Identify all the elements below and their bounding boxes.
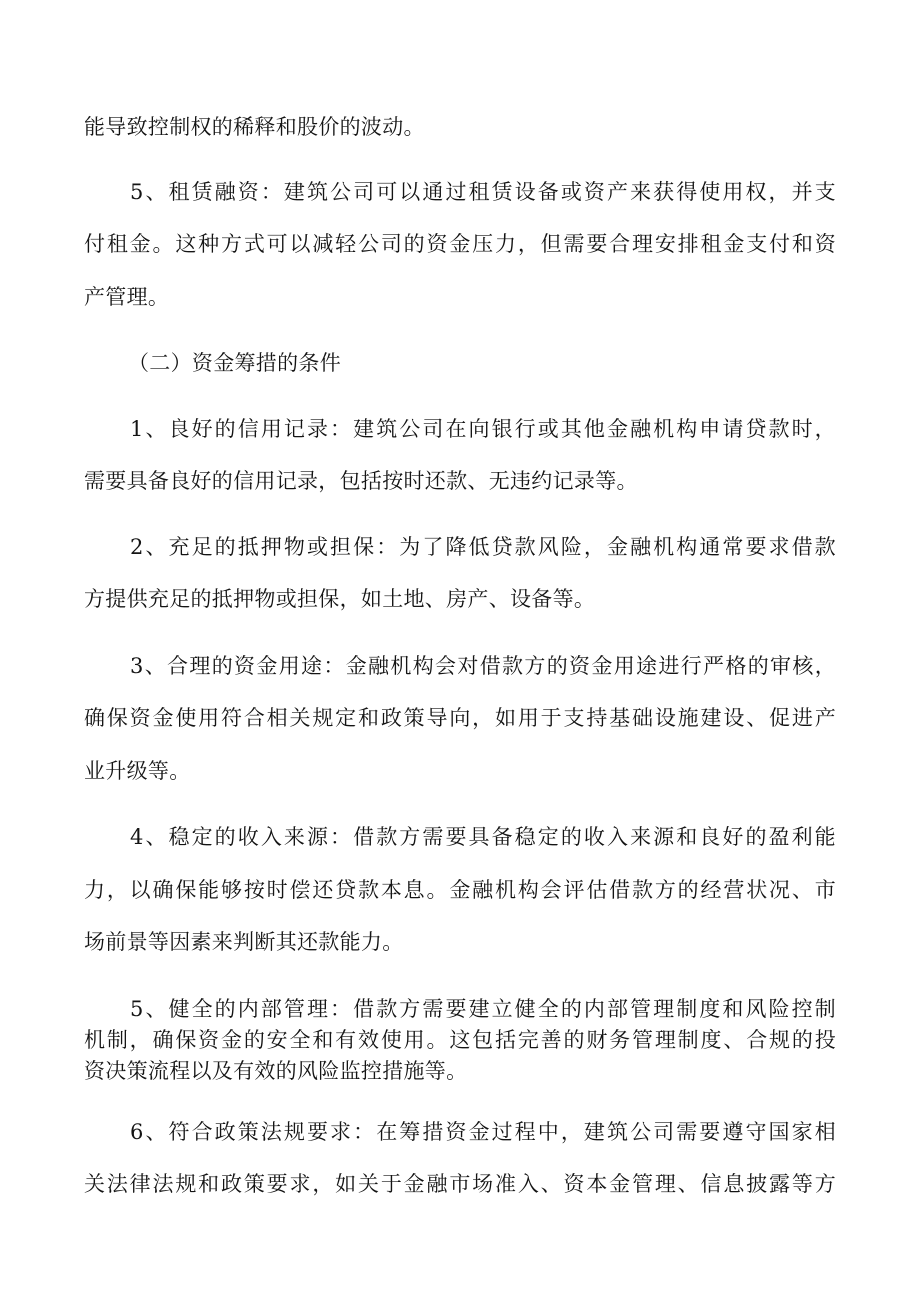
- section-heading: （二）资金筹措的条件: [128, 351, 341, 375]
- text-line: 业升级等。: [84, 759, 191, 783]
- text-line: 能导致控制权的稀释和股价的波动。: [84, 115, 425, 139]
- text-line: 力，以确保能够按时偿还贷款本息。金融机构会评估借款方的经营状况、市: [84, 878, 836, 902]
- text-line: 2、充足的抵押物或担保：为了降低贷款风险，金融机构通常要求借款: [130, 535, 836, 559]
- text-line: 3、合理的资金用途：金融机构会对借款方的资金用途进行严格的审核，: [130, 654, 836, 678]
- text-line: 4、稳定的收入来源：借款方需要具备稳定的收入来源和良好的盈利能: [130, 825, 836, 849]
- text-line: 关法律法规和政策要求，如关于金融市场准入、资本金管理、信息披露等方: [84, 1172, 836, 1196]
- text-line: 确保资金使用符合相关规定和政策导向，如用于支持基础设施建设、促进产: [84, 706, 836, 730]
- text-line: 机制，确保资金的安全和有效使用。这包括完善的财务管理制度、合规的投: [84, 1028, 836, 1052]
- text-line: 1、良好的信用记录：建筑公司在向银行或其他金融机构申请贷款时，: [130, 417, 836, 441]
- text-line: 需要具备良好的信用记录，包括按时还款、无违约记录等。: [84, 469, 638, 493]
- text-line: 方提供充足的抵押物或担保，如土地、房产、设备等。: [84, 587, 596, 611]
- text-line: 资决策流程以及有效的风险监控措施等。: [84, 1059, 468, 1083]
- text-line: 6、符合政策法规要求：在筹措资金过程中，建筑公司需要遵守国家相: [130, 1120, 836, 1144]
- text-line: 产管理。: [84, 285, 170, 309]
- text-line: 5、租赁融资：建筑公司可以通过租赁设备或资产来获得使用权，并支: [130, 180, 836, 204]
- text-line: 5、健全的内部管理：借款方需要建立健全的内部管理制度和风险控制: [130, 997, 836, 1021]
- text-line: 付租金。这种方式可以减轻公司的资金压力，但需要合理安排租金支付和资: [84, 232, 836, 256]
- text-line: 场前景等因素来判断其还款能力。: [84, 930, 404, 954]
